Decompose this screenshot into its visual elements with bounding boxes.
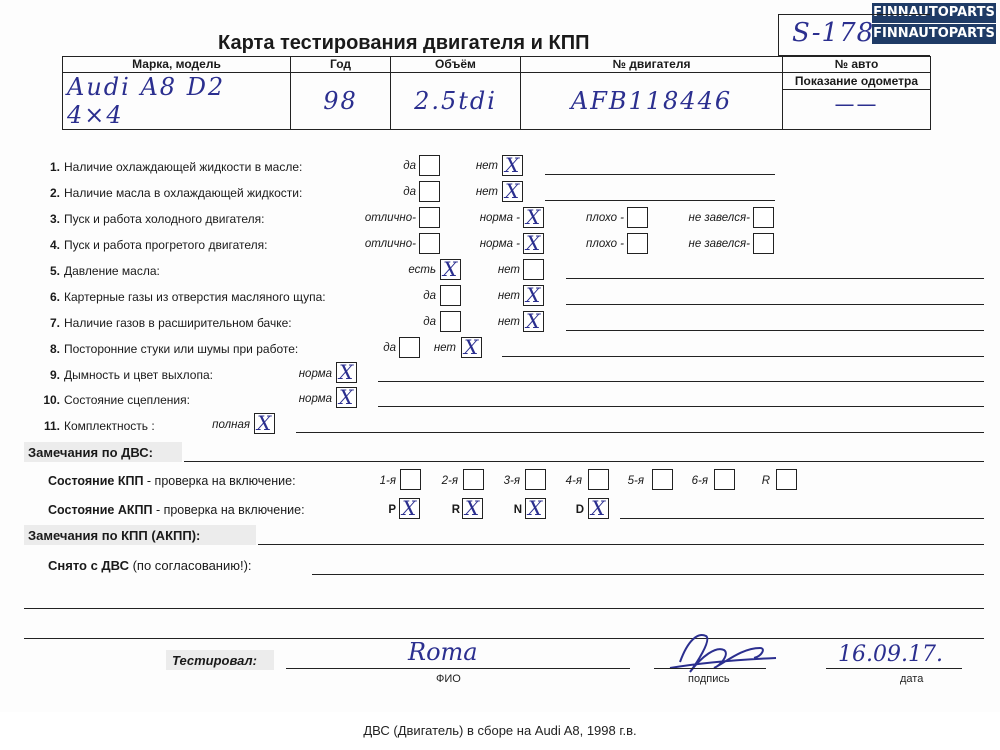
watermark-logo: FINNAUTOPARTS [872, 24, 996, 44]
q7-line [566, 330, 984, 331]
q2-yes-checkbox[interactable] [419, 181, 440, 202]
gear-r-checkbox[interactable] [776, 469, 797, 490]
gear-5-checkbox[interactable] [652, 469, 673, 490]
gear-n-label: N [513, 504, 522, 516]
q9-line [378, 381, 984, 382]
q3-not-started-label: не завелся- [688, 212, 750, 224]
gear-1-label: 1-я [379, 475, 396, 487]
q3-normal-label: норма - [479, 212, 520, 224]
q1-yes-checkbox[interactable] [419, 155, 440, 176]
q2-yes-label: да [403, 186, 416, 198]
odometer-value: —— [834, 92, 879, 116]
header-model: Марка, модель [63, 57, 291, 73]
test-card-sheet: FINNAUTOPARTS FINNAUTOPARTS Карта тестирования двигателя и КПП S-178 Марка, модель Год Объём № двигателя № авто Audi A8 D2 4×4 98 2.5tdi AFB118446 Показание одометра —— 1. Наличие охлаждающей жидкости в масле: да нет X 2. Наличие масла в охлаждающей жидкости: да нет X 3. Пуск и работа холодного двигателя: отлично- норма - X плохо - не завелся- 4. Пуск и работа прогретого двигателя: отлично- норма - X плохо - не завелся- 5. Давление масла: есть X нет 6. Картерные газы из отверстия масляного щупа: да нет X 7. Наличие газов в расширительном бачке: да нет X 8. Посторонние стуки или шумы при работе: да нет X 9. Дымность и цвет выхлопа: норма X 10. Состояние сцепления: норма X 11. Комплектность : полная X Замечания по ДВС: Состояние КПП - проверка на включение: 1-я 2-я 3-я 4-я 5-я 6-я R Состояние АКПП - проверка на включение: P X R X N X D X Замечания по КПП (АКПП): Снято с ДВС (по согласованию!): Тестировал: Roma ФИО подпись 16.09.17. дата [0, 0, 1000, 712]
q3-bad-label: плохо - [586, 212, 624, 224]
q8-yes-label: да [383, 342, 396, 354]
q3-normal-checkbox[interactable] [523, 207, 544, 228]
q9-normal-checkbox[interactable] [336, 362, 357, 383]
gear-4-checkbox[interactable] [588, 469, 609, 490]
card-title: Карта тестирования двигателя и КПП [218, 32, 590, 54]
q1-no-checkbox[interactable] [502, 155, 523, 176]
removed-label: Снято с ДВС (по согласованию!): [48, 558, 252, 573]
auto-gearbox-label: Состояние АКПП - проверка на включение: [48, 503, 305, 517]
gear-d-checkbox[interactable] [588, 498, 609, 519]
q8-no-label: нет [433, 342, 456, 354]
stock-number-value: S-178 [792, 18, 875, 48]
q10-line [378, 406, 984, 407]
q7-no-checkbox[interactable] [523, 311, 544, 332]
tested-by-label: Тестировал: [172, 653, 257, 668]
signature-caption: подпись [688, 673, 730, 685]
gear-1-checkbox[interactable] [400, 469, 421, 490]
q4-normal-checkbox[interactable] [523, 233, 544, 254]
q5-line [566, 278, 984, 279]
gear-4-label: 4-я [565, 475, 582, 487]
engine-no-value: AFB118446 [521, 73, 783, 130]
q8-yes-checkbox[interactable] [399, 337, 420, 358]
year-value: 98 [291, 73, 391, 130]
q4-not-started-label: не завелся- [688, 238, 750, 250]
q4-excellent-checkbox[interactable] [419, 233, 440, 254]
q1-no-label: нет [475, 160, 498, 172]
q1-line [545, 174, 775, 175]
q5-present-checkbox[interactable] [440, 259, 461, 280]
q8-no-checkbox[interactable] [461, 337, 482, 358]
gear-p-checkbox[interactable] [399, 498, 420, 519]
image-caption: ДВС (Двигатель) в сборе на Audi A8, 1998 г.в. [0, 712, 1000, 750]
q4-normal-label: норма - [479, 238, 520, 250]
q6-no-label: нет [497, 290, 520, 302]
gear-3-label: 3-я [503, 475, 520, 487]
gearbox-remarks-label: Замечания по КПП (АКПП): [28, 528, 201, 543]
q2-no-checkbox[interactable] [502, 181, 523, 202]
q7-yes-label: да [423, 316, 436, 328]
odometer-label: Показание одометра [783, 73, 930, 90]
q4-excellent-label: отлично- [364, 238, 416, 250]
header-volume: Объём [391, 57, 521, 73]
q2-line [545, 200, 775, 201]
q11-full-label: полная [212, 419, 250, 431]
date-value: 16.09.17. [838, 642, 943, 667]
car-info-table [62, 56, 931, 130]
q3-excellent-label: отлично- [364, 212, 416, 224]
q6-yes-checkbox[interactable] [440, 285, 461, 306]
name-caption: ФИО [436, 673, 461, 685]
q3-not-started-checkbox[interactable] [753, 207, 774, 228]
gear-6-label: 6-я [691, 475, 708, 487]
gear-auto-r-label: R [451, 504, 460, 516]
gear-n-checkbox[interactable] [525, 498, 546, 519]
tester-name-value: Roma [408, 638, 478, 666]
header-year: Год [291, 57, 391, 73]
q6-line [566, 304, 984, 305]
volume-value: 2.5tdi [391, 73, 521, 130]
blank-line-2 [24, 638, 984, 639]
manual-gearbox-label: Состояние КПП - проверка на включение: [48, 474, 296, 488]
date-caption: дата [900, 673, 924, 685]
gear-auto-r-checkbox[interactable] [462, 498, 483, 519]
gear-5-label: 5-я [627, 475, 644, 487]
q4-bad-label: плохо - [586, 238, 624, 250]
q1-yes-label: да [403, 160, 416, 172]
q3-bad-checkbox[interactable] [627, 207, 648, 228]
q3-excellent-checkbox[interactable] [419, 207, 440, 228]
q11-line [296, 432, 984, 433]
date-line [826, 668, 962, 669]
q10-normal-label: норма [298, 393, 332, 405]
q5-no-checkbox[interactable] [523, 259, 544, 280]
auto-no-label: № авто [783, 57, 931, 73]
q7-yes-checkbox[interactable] [440, 311, 461, 332]
signature-image [650, 618, 780, 680]
q9-normal-label: норма [298, 368, 332, 380]
q11-full-checkbox[interactable] [254, 413, 275, 434]
name-line [286, 668, 630, 669]
q10-normal-checkbox[interactable] [336, 387, 357, 408]
signature-line [654, 668, 766, 669]
q7-no-label: нет [497, 316, 520, 328]
gear-d-label: D [575, 504, 584, 516]
model-value: Audi A8 D2 4×4 [63, 73, 291, 130]
auto-gearbox-line [620, 518, 984, 519]
ice-remarks-line [184, 461, 984, 462]
q6-no-checkbox[interactable] [523, 285, 544, 306]
q8-line [502, 356, 984, 357]
blank-line-1 [24, 608, 984, 609]
gear-6-checkbox[interactable] [714, 469, 735, 490]
gear-2-label: 2-я [441, 475, 458, 487]
q6-yes-label: да [423, 290, 436, 302]
gearbox-remarks-line [258, 544, 984, 545]
gear-p-label: P [388, 504, 396, 516]
removed-line [312, 574, 984, 575]
header-engine-no: № двигателя [521, 57, 783, 73]
gear-2-checkbox[interactable] [463, 469, 484, 490]
q2-no-label: нет [475, 186, 498, 198]
watermark-logo: FINNAUTOPARTS [872, 3, 996, 23]
gear-3-checkbox[interactable] [525, 469, 546, 490]
q5-present-label: есть [408, 264, 436, 276]
q4-bad-checkbox[interactable] [627, 233, 648, 254]
ice-remarks-label: Замечания по ДВС: [28, 445, 153, 460]
q4-not-started-checkbox[interactable] [753, 233, 774, 254]
q5-no-label: нет [497, 264, 520, 276]
gear-r-label: R [761, 475, 770, 487]
